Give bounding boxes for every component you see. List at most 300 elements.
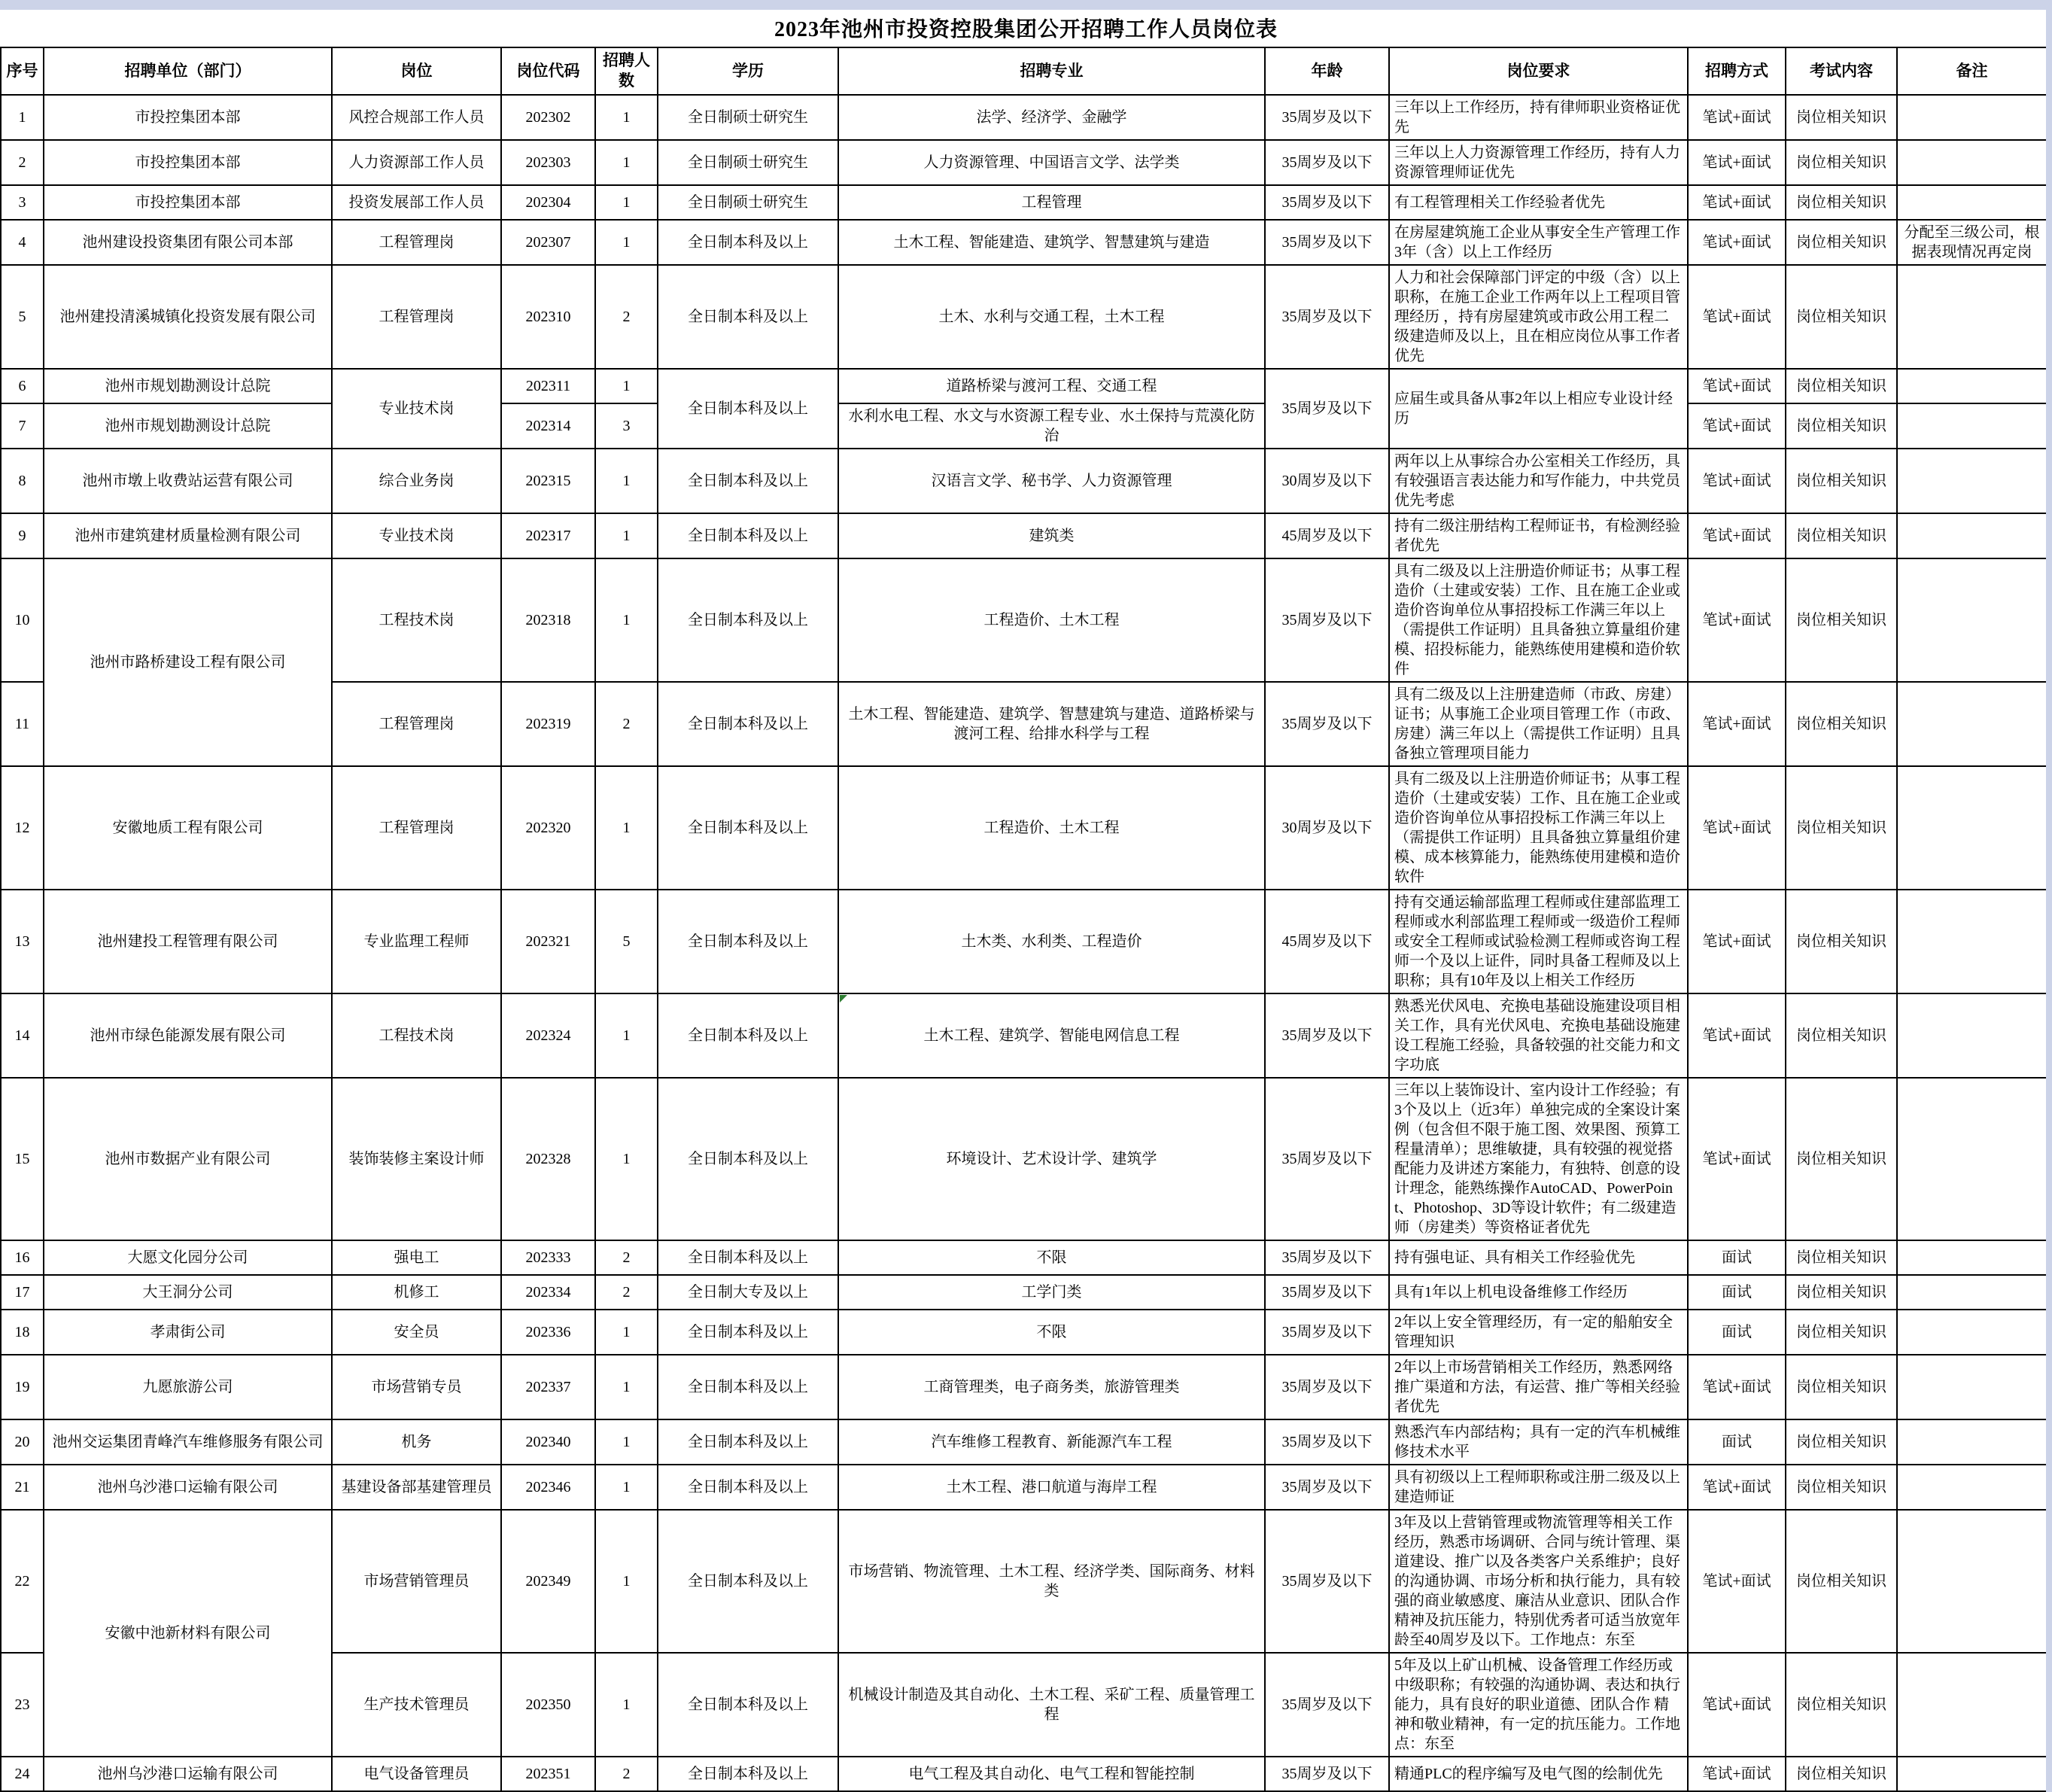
table-row [1,993,2047,1078]
cell-age: 45周岁及以下 [1265,890,1389,993]
cell-edu: 全日制本科及以上 [658,449,838,513]
cell-req: 人力和社会保障部门评定的中级（含）以上职称，在施工企业工作两年以上工程项目管理经历 ，持有房屋建筑或市政公用工程二级建造师及以上，且在相应岗位从事工作者优先 [1389,265,1688,369]
cell-note [1897,369,2047,403]
table-row [1,1240,2047,1275]
cell-note [1897,682,2047,766]
cell-method: 笔试+面试 [1688,1757,1786,1791]
cell-code: 202311 [501,369,595,403]
cell-note [1897,890,2047,993]
cell-exam: 岗位相关知识 [1786,1419,1897,1465]
cell-unit: 安徽地质工程有限公司 [44,766,332,890]
cell-major: 电气工程及其自动化、电气工程和智能控制 [838,1757,1265,1791]
cell-exam: 岗位相关知识 [1786,513,1897,558]
cell-note [1897,449,2047,513]
cell-major: 土木、水利与交通工程，土木工程 [838,265,1265,369]
cell-edu: 全日制硕士研究生 [658,185,838,220]
cell-exam: 岗位相关知识 [1786,369,1897,403]
cell-major: 土木工程、智能建造、建筑学、智慧建筑与建造、道路桥梁与渡河工程、给排水科学与工程 [838,682,1265,766]
header-row [1,47,2047,95]
cell-req: 3年及以上营销管理或物流管理等相关工作经历，熟悉市场调研、合同与统计管理、渠道建设、推广以及各类客户关系维护；良好的沟通协调、市场分析和执行能力，具有较强的商业敏感度、廉洁从业意识、团队合作精神及抗压能力，特别优秀者可适当放宽年龄至40周岁及以下。工作地点：东至 [1389,1510,1688,1653]
cell-unit: 池州市规划勘测设计总院 [44,369,332,403]
cell-major: 工学门类 [838,1275,1265,1310]
cell-post: 基建设备部基建管理员 [332,1465,501,1510]
cell-major: 土木类、水利类、工程造价 [838,890,1265,993]
cell-age: 35周岁及以下 [1265,1355,1389,1419]
cell-code: 202317 [501,513,595,558]
cell-code: 202310 [501,265,595,369]
cell-no: 10 [1,558,44,682]
cell-count: 1 [595,993,658,1078]
table-row [1,403,2047,449]
cell-age: 35周岁及以下 [1265,682,1389,766]
cell-note [1897,766,2047,890]
cell-code: 202307 [501,220,595,265]
cell-req: 有工程管理相关工作经验者优先 [1389,185,1688,220]
cell-no: 1 [1,95,44,140]
cell-count: 3 [595,403,658,449]
cell-req: 三年以上人力资源管理工作经历，持有人力资源管理师证优先 [1389,140,1688,185]
column-header-major: 招聘专业 [838,47,1265,95]
cell-no: 21 [1,1465,44,1510]
column-header-note: 备注 [1897,47,2047,95]
cell-note: 分配至三级公司，根据表现情况再定岗 [1897,220,2047,265]
cell-unit: 大王洞分公司 [44,1275,332,1310]
cell-method: 笔试+面试 [1688,513,1786,558]
cell-edu: 全日制硕士研究生 [658,95,838,140]
cell-note [1897,185,2047,220]
table-row [1,1275,2047,1310]
cell-age: 35周岁及以下 [1265,185,1389,220]
cell-unit: 池州市数据产业有限公司 [44,1078,332,1240]
cell-post: 市场营销专员 [332,1355,501,1419]
cell-edu: 全日制本科及以上 [658,1757,838,1791]
cell-req: 应届生或具备从事2年以上相应专业设计经历 [1389,369,1688,449]
cell-count: 1 [595,766,658,890]
table-row [1,1510,2047,1653]
cell-post: 装饰装修主案设计师 [332,1078,501,1240]
cell-age: 35周岁及以下 [1265,1275,1389,1310]
cell-count: 2 [595,265,658,369]
cell-age: 35周岁及以下 [1265,1510,1389,1653]
cell-post: 工程管理岗 [332,265,501,369]
cell-major: 市场营销、物流管理、土木工程、经济学类、国际商务、材料类 [838,1510,1265,1653]
table-row [1,220,2047,265]
cell-age: 35周岁及以下 [1265,1653,1389,1757]
cell-code: 202328 [501,1078,595,1240]
cell-post: 安全员 [332,1310,501,1355]
table-row [1,1419,2047,1465]
table-row [1,265,2047,369]
cell-unit: 池州市路桥建设工程有限公司 [44,558,332,766]
cell-count: 1 [595,185,658,220]
cell-unit: 池州市规划勘测设计总院 [44,403,332,449]
cell-req: 5年及以上矿山机械、设备管理工作经历或中级职称；有较强的沟通协调、表达和执行能力，具有良好的职业道德、团队合作 精神和敬业精神，有一定的抗压能力。工作地点：东至 [1389,1653,1688,1757]
cell-post: 机务 [332,1419,501,1465]
cell-no: 4 [1,220,44,265]
scrollbar-track[interactable] [2046,0,2052,1792]
cell-no: 16 [1,1240,44,1275]
cell-edu: 全日制本科及以上 [658,220,838,265]
cell-req: 持有二级注册结构工程师证书，有检测经验者优先 [1389,513,1688,558]
positions-table [0,47,2047,1792]
table-body [1,95,2047,1791]
cell-req: 熟悉汽车内部结构；具有一定的汽车机械维修技术水平 [1389,1419,1688,1465]
cell-note [1897,1465,2047,1510]
cell-exam: 岗位相关知识 [1786,95,1897,140]
cell-code: 202304 [501,185,595,220]
cell-unit: 池州乌沙港口运输有限公司 [44,1757,332,1791]
cell-exam: 岗位相关知识 [1786,140,1897,185]
column-header-count: 招聘人数 [595,47,658,95]
cell-exam: 岗位相关知识 [1786,1355,1897,1419]
cell-major: 工商管理类，电子商务类，旅游管理类 [838,1355,1265,1419]
cell-code: 202314 [501,403,595,449]
cell-req: 精通PLC的程序编写及电气图的绘制优先 [1389,1757,1688,1791]
cell-req: 具有二级及以上注册造价师证书；从事工程造价（土建或安装）工作、且在施工企业或造价咨询单位从事招投标工作满三年以上（需提供工作证明）且具备独立算量组价建模、成本核算能力，能熟练使用建模和造价软件 [1389,766,1688,890]
cell-count: 1 [595,1653,658,1757]
cell-count: 2 [595,682,658,766]
cell-unit: 大愿文化园分公司 [44,1240,332,1275]
cell-exam: 岗位相关知识 [1786,1510,1897,1653]
cell-age: 35周岁及以下 [1265,220,1389,265]
cell-post: 市场营销管理员 [332,1510,501,1653]
cell-code: 202340 [501,1419,595,1465]
cell-code: 202350 [501,1653,595,1757]
cell-no: 11 [1,682,44,766]
cell-no: 3 [1,185,44,220]
cell-method: 笔试+面试 [1688,682,1786,766]
column-header-code: 岗位代码 [501,47,595,95]
cell-exam: 岗位相关知识 [1786,185,1897,220]
cell-count: 1 [595,1078,658,1240]
cell-post: 专业技术岗 [332,513,501,558]
cell-unit: 九愿旅游公司 [44,1355,332,1419]
cell-count: 1 [595,220,658,265]
cell-major: 工程管理 [838,185,1265,220]
cell-no: 2 [1,140,44,185]
cell-post: 机修工 [332,1275,501,1310]
cell-edu: 全日制本科及以上 [658,682,838,766]
table-row [1,1310,2047,1355]
cell-code: 202336 [501,1310,595,1355]
cell-method: 面试 [1688,1310,1786,1355]
cell-major: 汽车维修工程教育、新能源汽车工程 [838,1419,1265,1465]
cell-age: 35周岁及以下 [1265,1240,1389,1275]
cell-age: 35周岁及以下 [1265,1757,1389,1791]
table-row [1,890,2047,993]
cell-note [1897,1240,2047,1275]
cell-major: 人力资源管理、中国语言文学、法学类 [838,140,1265,185]
cell-post: 强电工 [332,1240,501,1275]
cell-edu: 全日制本科及以上 [658,369,838,449]
cell-code: 202337 [501,1355,595,1419]
column-header-method: 招聘方式 [1688,47,1786,95]
cell-count: 1 [595,140,658,185]
cell-edu: 全日制大专及以上 [658,1275,838,1310]
cell-exam: 岗位相关知识 [1786,265,1897,369]
cell-major: 机械设计制造及其自动化、土木工程、采矿工程、质量管理工程 [838,1653,1265,1757]
cell-exam: 岗位相关知识 [1786,558,1897,682]
cell-edu: 全日制本科及以上 [658,1355,838,1419]
cell-method: 笔试+面试 [1688,1465,1786,1510]
cell-unit: 池州市墩上收费站运营有限公司 [44,449,332,513]
cell-count: 1 [595,1465,658,1510]
cell-no: 17 [1,1275,44,1310]
cell-count: 1 [595,369,658,403]
cell-edu: 全日制本科及以上 [658,993,838,1078]
cell-exam: 岗位相关知识 [1786,1310,1897,1355]
cell-req: 具有初级以上工程师职称或注册二级及以上建造师证 [1389,1465,1688,1510]
cell-unit: 池州乌沙港口运输有限公司 [44,1465,332,1510]
cell-major: 土木工程、智能建造、建筑学、智慧建筑与建造 [838,220,1265,265]
cell-edu: 全日制本科及以上 [658,890,838,993]
cell-age: 35周岁及以下 [1265,369,1389,449]
cell-post: 工程技术岗 [332,558,501,682]
cell-exam: 岗位相关知识 [1786,1757,1897,1791]
cell-major: 工程造价、土木工程 [838,558,1265,682]
cell-unit: 池州建投工程管理有限公司 [44,890,332,993]
cell-no: 19 [1,1355,44,1419]
table-row [1,1355,2047,1419]
column-header-edu: 学历 [658,47,838,95]
cell-req: 具有1年以上机电设备维修工作经历 [1389,1275,1688,1310]
table-row [1,558,2047,682]
cell-exam: 岗位相关知识 [1786,220,1897,265]
cell-age: 30周岁及以下 [1265,766,1389,890]
column-header-no: 序号 [1,47,44,95]
cell-note [1897,1757,2047,1791]
cell-req: 在房屋建筑施工企业从事安全生产管理工作3年（含）以上工作经历 [1389,220,1688,265]
cell-note [1897,95,2047,140]
cell-no: 15 [1,1078,44,1240]
cell-unit: 市投控集团本部 [44,185,332,220]
cell-count: 1 [595,1355,658,1419]
cell-major: 土木工程、港口航道与海岸工程 [838,1465,1265,1510]
cell-post: 专业监理工程师 [332,890,501,993]
cell-age: 35周岁及以下 [1265,1310,1389,1355]
cell-major: 不限 [838,1310,1265,1355]
cell-no: 6 [1,369,44,403]
cell-method: 笔试+面试 [1688,95,1786,140]
table-row [1,95,2047,140]
column-header-unit: 招聘单位（部门） [44,47,332,95]
cell-code: 202315 [501,449,595,513]
cell-count: 1 [595,1419,658,1465]
cell-unit: 孝肃街公司 [44,1310,332,1355]
cell-code: 202324 [501,993,595,1078]
cell-major: 道路桥梁与渡河工程、交通工程 [838,369,1265,403]
cell-age: 30周岁及以下 [1265,449,1389,513]
cell-count: 5 [595,890,658,993]
window-top-edge [0,0,2052,10]
cell-note [1897,1355,2047,1419]
cell-edu: 全日制本科及以上 [658,1465,838,1510]
table-row [1,449,2047,513]
cell-req: 持有强电证、具有相关工作经验优先 [1389,1240,1688,1275]
cell-no: 24 [1,1757,44,1791]
column-header-req: 岗位要求 [1389,47,1688,95]
cell-note [1897,513,2047,558]
cell-no: 12 [1,766,44,890]
cell-method: 笔试+面试 [1688,1653,1786,1757]
cell-method: 面试 [1688,1275,1786,1310]
cell-code: 202319 [501,682,595,766]
cell-note [1897,1653,2047,1757]
cell-req: 具有二级及以上注册建造师（市政、房建）证书；从事施工企业项目管理工作（市政、房建）满三年以上（需提供工作证明）且具备独立管理项目能力 [1389,682,1688,766]
cell-post: 工程技术岗 [332,993,501,1078]
cell-method: 笔试+面试 [1688,369,1786,403]
cell-count: 1 [595,449,658,513]
cell-edu: 全日制本科及以上 [658,558,838,682]
cell-code: 202346 [501,1465,595,1510]
cell-age: 35周岁及以下 [1265,1465,1389,1510]
cell-age: 35周岁及以下 [1265,265,1389,369]
table-row [1,1757,2047,1791]
cell-req: 三年以上工作经历，持有律师职业资格证优先 [1389,95,1688,140]
cell-unit: 安徽中池新材料有限公司 [44,1510,332,1757]
cell-age: 35周岁及以下 [1265,1419,1389,1465]
cell-req: 三年以上装饰设计、室内设计工作经验；有3个及以上（近3年）单独完成的全案设计案例（包含但不限于施工图、效果图、预算工程量清单）；思维敏捷，具有较强的视觉搭配能力及讲述方案能力，有独特、创意的设计理念，能熟练操作AutoCAD、PowerPoint、Photoshop、3D等设计软件；有二级建造师（房建类）等资格证者优先 [1389,1078,1688,1240]
cell-edu: 全日制本科及以上 [658,1419,838,1465]
table-row [1,185,2047,220]
cell-code: 202349 [501,1510,595,1653]
cell-unit: 池州建设投资集团有限公司本部 [44,220,332,265]
cell-exam: 岗位相关知识 [1786,1653,1897,1757]
cell-exam: 岗位相关知识 [1786,449,1897,513]
table-row [1,369,2047,403]
cell-code: 202318 [501,558,595,682]
cell-no: 13 [1,890,44,993]
cell-exam: 岗位相关知识 [1786,403,1897,449]
cell-age: 35周岁及以下 [1265,95,1389,140]
cell-count: 1 [595,1510,658,1653]
cell-method: 面试 [1688,1240,1786,1275]
cell-method: 笔试+面试 [1688,265,1786,369]
cell-method: 笔试+面试 [1688,1355,1786,1419]
cell-post: 投资发展部工作人员 [332,185,501,220]
cell-code: 202333 [501,1240,595,1275]
cell-note [1897,558,2047,682]
cell-code: 202321 [501,890,595,993]
cell-edu: 全日制本科及以上 [658,766,838,890]
cell-note [1897,1310,2047,1355]
cell-count: 1 [595,95,658,140]
cell-age: 35周岁及以下 [1265,140,1389,185]
cell-exam: 岗位相关知识 [1786,1078,1897,1240]
cell-post: 人力资源部工作人员 [332,140,501,185]
cell-edu: 全日制本科及以上 [658,1653,838,1757]
cell-count: 2 [595,1275,658,1310]
table-row [1,766,2047,890]
table-header [1,47,2047,95]
cell-post: 综合业务岗 [332,449,501,513]
cell-count: 1 [595,558,658,682]
cell-edu: 全日制本科及以上 [658,1240,838,1275]
cell-note [1897,1275,2047,1310]
cell-count: 1 [595,1310,658,1355]
cell-edu: 全日制本科及以上 [658,265,838,369]
table-row [1,513,2047,558]
cell-note [1897,140,2047,185]
cell-method: 笔试+面试 [1688,993,1786,1078]
cell-note [1897,1078,2047,1240]
cell-req: 2年以上市场营销相关工作经历，熟悉网络推广渠道和方法，有运营、推广等相关经验者优先 [1389,1355,1688,1419]
cell-note [1897,993,2047,1078]
column-header-post: 岗位 [332,47,501,95]
cell-post: 生产技术管理员 [332,1653,501,1757]
cell-count: 2 [595,1240,658,1275]
cell-age: 45周岁及以下 [1265,513,1389,558]
cell-edu: 全日制本科及以上 [658,513,838,558]
cell-no: 7 [1,403,44,449]
cell-unit: 池州市绿色能源发展有限公司 [44,993,332,1078]
cell-method: 笔试+面试 [1688,1078,1786,1240]
cell-exam: 岗位相关知识 [1786,1275,1897,1310]
cell-age: 35周岁及以下 [1265,558,1389,682]
cell-req: 具有二级及以上注册造价师证书；从事工程造价（土建或安装）工作、且在施工企业或造价咨询单位从事招投标工作满三年以上（需提供工作证明）且具备独立算量组价建模、招投标能力，能熟练使用建模和造价软件 [1389,558,1688,682]
cell-code: 202320 [501,766,595,890]
cell-major: 不限 [838,1240,1265,1275]
cell-unit: 池州交运集团青峰汽车维修服务有限公司 [44,1419,332,1465]
cell-req: 熟悉光伏风电、充换电基础设施建设项目相关工作，具有光伏风电、充换电基础设施建设工程施工经验，具备较强的社交能力和文字功底 [1389,993,1688,1078]
cell-edu: 全日制硕士研究生 [658,140,838,185]
cell-exam: 岗位相关知识 [1786,682,1897,766]
table-row [1,140,2047,185]
cell-req: 2年以上安全管理经历，有一定的船舶安全管理知识 [1389,1310,1688,1355]
column-header-exam: 考试内容 [1786,47,1897,95]
cell-note [1897,1419,2047,1465]
cell-no: 22 [1,1510,44,1653]
cell-method: 笔试+面试 [1688,185,1786,220]
cell-exam: 岗位相关知识 [1786,1240,1897,1275]
cell-method: 笔试+面试 [1688,558,1786,682]
cell-method: 笔试+面试 [1688,220,1786,265]
cell-post: 工程管理岗 [332,682,501,766]
cell-major: 汉语言文学、秘书学、人力资源管理 [838,449,1265,513]
cell-note [1897,265,2047,369]
cell-code: 202351 [501,1757,595,1791]
cell-major: 法学、经济学、金融学 [838,95,1265,140]
cell-req: 持有交通运输部监理工程师或住建部监理工程师或水利部监理工程师或一级造价工程师或安全工程师或试验检测工程师或咨询工程师一个及以上证件，同时具备工程师及以上职称；具有10年及以上相关工作经历 [1389,890,1688,993]
cell-exam: 岗位相关知识 [1786,890,1897,993]
cell-major: 建筑类 [838,513,1265,558]
cell-no: 5 [1,265,44,369]
cell-req: 两年以上从事综合办公室相关工作经历，具有较强语言表达能力和写作能力，中共党员优先考虑 [1389,449,1688,513]
cell-method: 笔试+面试 [1688,766,1786,890]
cell-code: 202302 [501,95,595,140]
cell-no: 20 [1,1419,44,1465]
cell-post: 专业技术岗 [332,369,501,449]
cell-exam: 岗位相关知识 [1786,993,1897,1078]
cell-method: 笔试+面试 [1688,403,1786,449]
cell-exam: 岗位相关知识 [1786,766,1897,890]
cell-edu: 全日制本科及以上 [658,1510,838,1653]
cell-age: 35周岁及以下 [1265,1078,1389,1240]
table-row [1,1465,2047,1510]
cell-no: 23 [1,1653,44,1757]
cell-note [1897,403,2047,449]
cell-post: 工程管理岗 [332,220,501,265]
column-header-age: 年龄 [1265,47,1389,95]
cell-note [1897,1510,2047,1653]
cell-method: 笔试+面试 [1688,449,1786,513]
cell-method: 笔试+面试 [1688,140,1786,185]
cell-major: 土木工程、建筑学、智能电网信息工程 [838,993,1265,1078]
cell-code: 202334 [501,1275,595,1310]
cell-major: 环境设计、艺术设计学、建筑学 [838,1078,1265,1240]
cell-method: 笔试+面试 [1688,1510,1786,1653]
cell-unit: 池州市建筑建材质量检测有限公司 [44,513,332,558]
